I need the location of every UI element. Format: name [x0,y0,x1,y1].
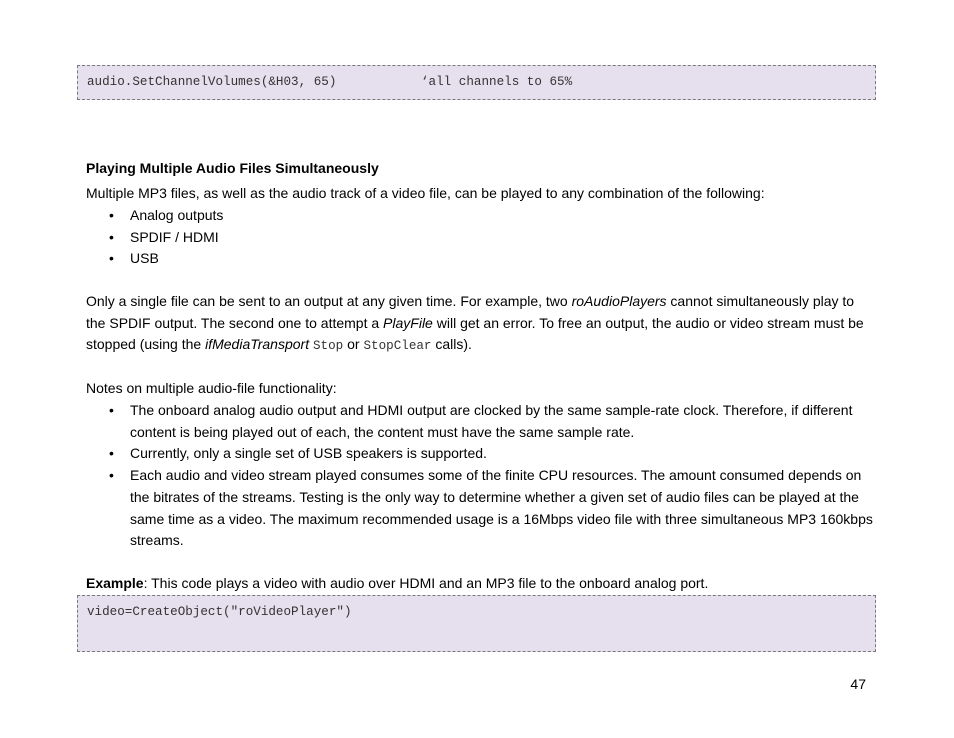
list-item: • Currently, only a single set of USB speakers is supported. [86,443,876,465]
list-item: • SPDIF / HDMI [86,227,876,249]
intro-paragraph: Multiple MP3 files, as well as the audio track of a video file, can be played to any combination of the following: [86,185,765,201]
bullet-icon: • [109,228,114,245]
section-heading: Playing Multiple Audio Files Simultaneously [86,160,379,176]
inline-code-stopclear: StopClear [363,339,432,354]
bullet-icon: • [109,207,114,223]
code-block-top [77,65,876,100]
outputs-list [86,205,876,270]
bullet-icon: • [109,402,114,418]
method-name-playfile: PlayFile [383,314,433,331]
list-item: • Analog outputs [86,205,876,227]
output-paragraph: Only a single file can be sent to an output at any given time. For example, two roAudioPlayers cannot simultaneously play to the SPDIF output. The second one to attempt a PlayFile will get an error. To free an output, the audio or video stream must be stopped (using the ifMediaTransport Stop or StopClear calls). [86,293,864,354]
page-number: 47 [850,676,866,692]
code-statement: audio.SetChannelVolumes(&H03, 65) [87,75,337,89]
class-name-roaudioplayers: roAudioPlayers [571,293,667,309]
bullet-icon: • [109,250,114,267]
list-item: • Each audio and video stream played consumes some of the finite CPU resources. The amount consumed depends on the bitrates of the streams. Testing is the only way to determine whether a given set of audio files can be played at the same time as a video. The maximum recommended usage is a 16Mbps video file with three simultaneous MP3 160kbps streams. [109,467,873,549]
notes-intro: Notes on multiple audio-file functionality: [86,380,337,396]
example-paragraph: Example: This code plays a video with audio over HDMI and an MP3 file to the onboard analog port. [86,575,709,591]
inline-code-stop: Stop [313,339,344,354]
example-label: Example [86,575,144,591]
notes-list [86,400,876,552]
bullet-icon: • [109,445,114,462]
bullet-icon: • [109,467,114,484]
interface-name: ifMediaTransport [205,336,310,353]
list-item: • USB [86,248,876,270]
code-line: video=CreateObject("roVideoPlayer") [87,605,352,619]
code-comment: ‘all channels to 65% [421,75,573,89]
list-item: • The onboard analog audio output and HDMI output are clocked by the same sample-rate clock. Therefore, if different content is being played out of each, the content must have the same sample rate. [109,402,853,440]
code-block-bottom [77,595,876,652]
